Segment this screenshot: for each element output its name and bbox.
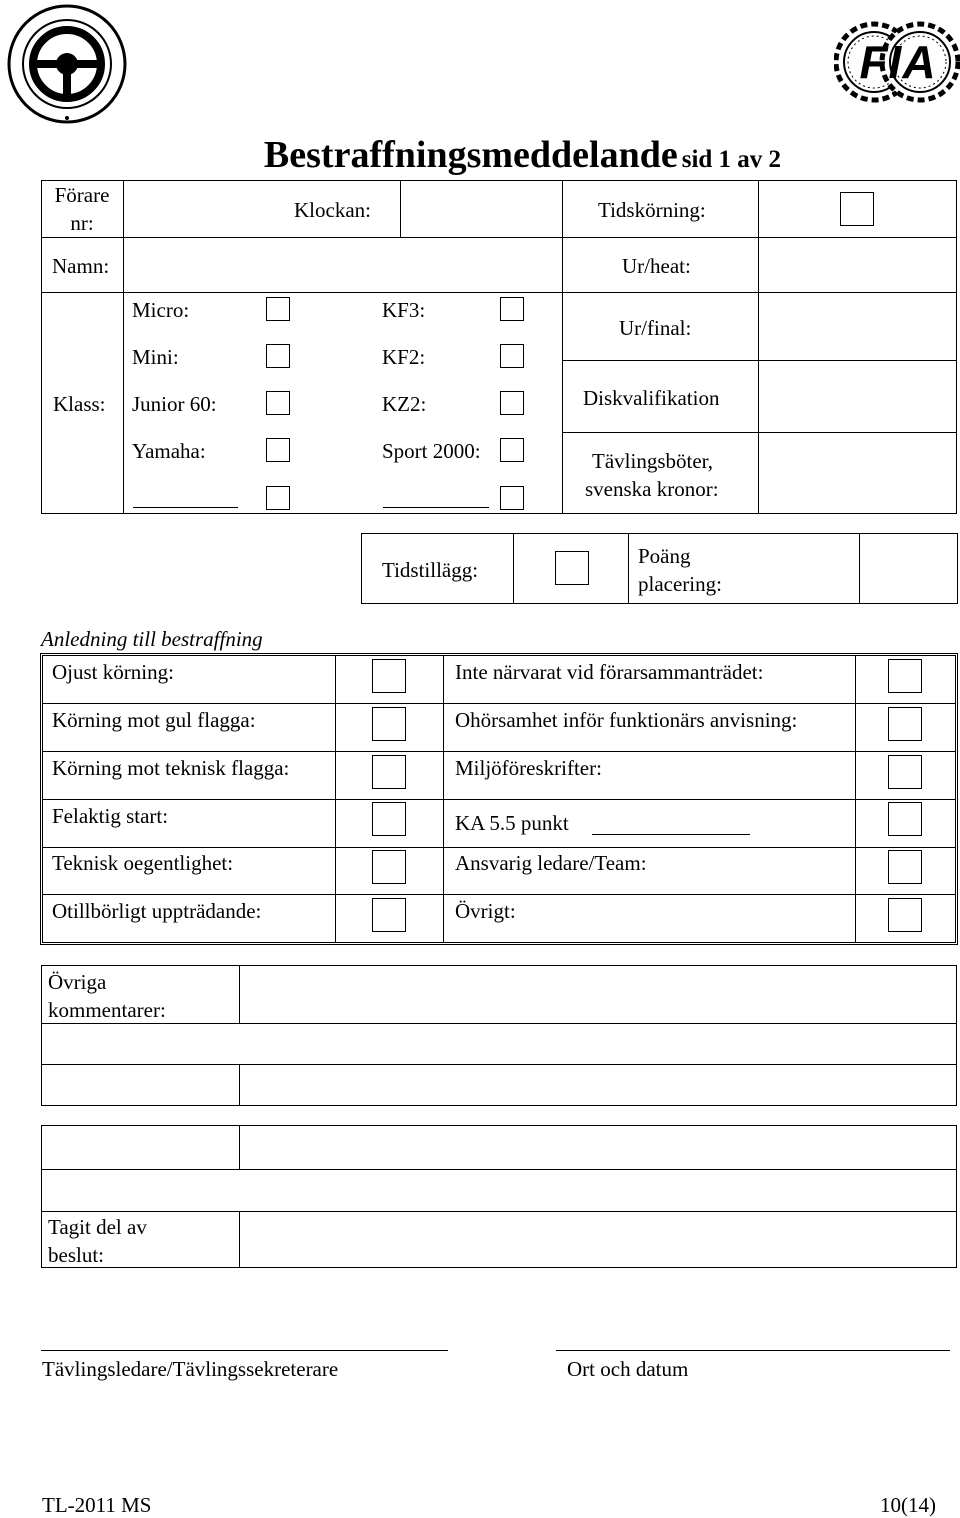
decision-label-2: beslut: <box>48 1243 104 1267</box>
teknisk-oegentlighet-checkbox[interactable] <box>372 850 406 884</box>
reason-ovrigt: Övrigt: <box>455 899 516 923</box>
comments-field-3[interactable] <box>240 1065 956 1105</box>
ka55-punkt-blank[interactable] <box>592 834 750 835</box>
class-junior60: Junior 60: <box>132 392 217 416</box>
comments-field-1[interactable] <box>240 966 956 1022</box>
signature-line-left[interactable] <box>41 1350 448 1351</box>
fia-logo <box>834 14 960 110</box>
poang-label-1: Poäng <box>638 544 691 568</box>
ansvarig-checkbox[interactable] <box>888 850 922 884</box>
kf2-checkbox[interactable] <box>500 344 524 368</box>
decision-signature-field[interactable] <box>240 1212 956 1267</box>
klass-label: Klass: <box>53 392 106 416</box>
class-other-blank-1[interactable] <box>133 507 238 508</box>
sbf-logo-text <box>4 0 19 1</box>
comments-label-1: Övriga <box>48 970 107 994</box>
class-mini: Mini: <box>132 345 179 369</box>
mini-checkbox[interactable] <box>266 344 290 368</box>
micro-checkbox[interactable] <box>266 297 290 321</box>
class-micro: Micro: <box>132 298 190 322</box>
sport2000-checkbox[interactable] <box>500 438 524 462</box>
reason-ojust: Ojust körning: <box>52 660 174 684</box>
page-info: sid 1 av 2 <box>681 146 782 173</box>
decision-label-1: Tagit del av <box>48 1215 147 1239</box>
reason-teknisk-oegentlighet: Teknisk oegentlighet: <box>52 851 234 875</box>
other1-checkbox[interactable] <box>266 486 290 510</box>
class-sport2000: Sport 2000: <box>382 439 481 463</box>
class-kf2: KF2: <box>382 345 426 369</box>
fia-logo-text: FIA <box>859 36 937 88</box>
miljo-checkbox[interactable] <box>888 755 922 789</box>
comments-field-2[interactable] <box>42 1024 956 1063</box>
kz2-checkbox[interactable] <box>500 391 524 415</box>
footer-doc-id: TL-2011 MS <box>42 1493 152 1517</box>
ur-heat-label: Ur/heat: <box>622 254 691 278</box>
title-text: Bestraffningsmeddelande <box>263 134 678 176</box>
tidskorning-label: Tidskörning: <box>598 198 706 222</box>
ojust-checkbox[interactable] <box>372 659 406 693</box>
ohorsamhet-checkbox[interactable] <box>888 707 922 741</box>
reason-felaktig-start: Felaktig start: <box>52 804 169 828</box>
signature-line-right[interactable] <box>556 1350 950 1351</box>
reason-ka55: KA 5.5 punkt <box>455 811 569 835</box>
junior60-checkbox[interactable] <box>266 391 290 415</box>
class-kz2: KZ2: <box>382 392 427 416</box>
reason-gul-flagga: Körning mot gul flagga: <box>52 708 256 732</box>
ovrigt-checkbox[interactable] <box>888 898 922 932</box>
comments-label-2: kommentarer: <box>48 998 166 1022</box>
tidstillagg-checkbox[interactable] <box>555 551 589 585</box>
felaktig-start-checkbox[interactable] <box>372 802 406 836</box>
forare-nr-label: Förare nr: <box>54 183 110 235</box>
tavlingsboter-label-2: svenska kronor: <box>585 477 719 501</box>
sbf-logo <box>4 0 130 130</box>
inte-narvarat-checkbox[interactable] <box>888 659 922 693</box>
reason-otillborligt: Otillbörligt uppträdande: <box>52 899 262 923</box>
decision-field-1[interactable] <box>240 1126 956 1168</box>
tavlingsboter-label-1: Tävlingsböter, <box>592 449 714 473</box>
reason-ansvarig: Ansvarig ledare/Team: <box>455 851 647 875</box>
signature-label-left: Tävlingsledare/Tävlingssekreterare <box>42 1357 339 1381</box>
footer-page-number: 10(14) <box>880 1493 936 1517</box>
page-title <box>0 133 960 177</box>
namn-label: Namn: <box>52 254 110 278</box>
yamaha-checkbox[interactable] <box>266 438 290 462</box>
class-yamaha: Yamaha: <box>132 439 206 463</box>
ka55-checkbox[interactable] <box>888 802 922 836</box>
teknisk-flagga-checkbox[interactable] <box>372 755 406 789</box>
class-kf3: KF3: <box>382 298 426 322</box>
reason-miljo: Miljöföreskrifter: <box>455 756 602 780</box>
steering-wheel-icon <box>4 0 130 130</box>
poang-label-2: placering: <box>638 572 722 596</box>
diskvalifikation-label: Diskvalifikation <box>583 386 720 410</box>
tidskorning-checkbox[interactable] <box>840 192 874 226</box>
reason-teknisk-flagga: Körning mot teknisk flagga: <box>52 756 290 780</box>
class-other-blank-2[interactable] <box>383 507 489 508</box>
reason-inte-narvarat: Inte närvarat vid förarsammanträdet: <box>455 660 764 684</box>
ur-final-label: Ur/final: <box>619 316 692 340</box>
kf3-checkbox[interactable] <box>500 297 524 321</box>
signature-label-right: Ort och datum <box>567 1357 689 1381</box>
reasons-heading: Anledning till bestraffning <box>41 627 263 651</box>
tidstillagg-label: Tidstillägg: <box>382 558 479 582</box>
reason-ohorsamhet: Ohörsamhet inför funktionärs anvisning: <box>455 708 798 732</box>
decision-field-2[interactable] <box>42 1170 956 1210</box>
otillborligt-checkbox[interactable] <box>372 898 406 932</box>
gul-flagga-checkbox[interactable] <box>372 707 406 741</box>
other2-checkbox[interactable] <box>500 486 524 510</box>
klockan-label: Klockan: <box>294 198 371 222</box>
